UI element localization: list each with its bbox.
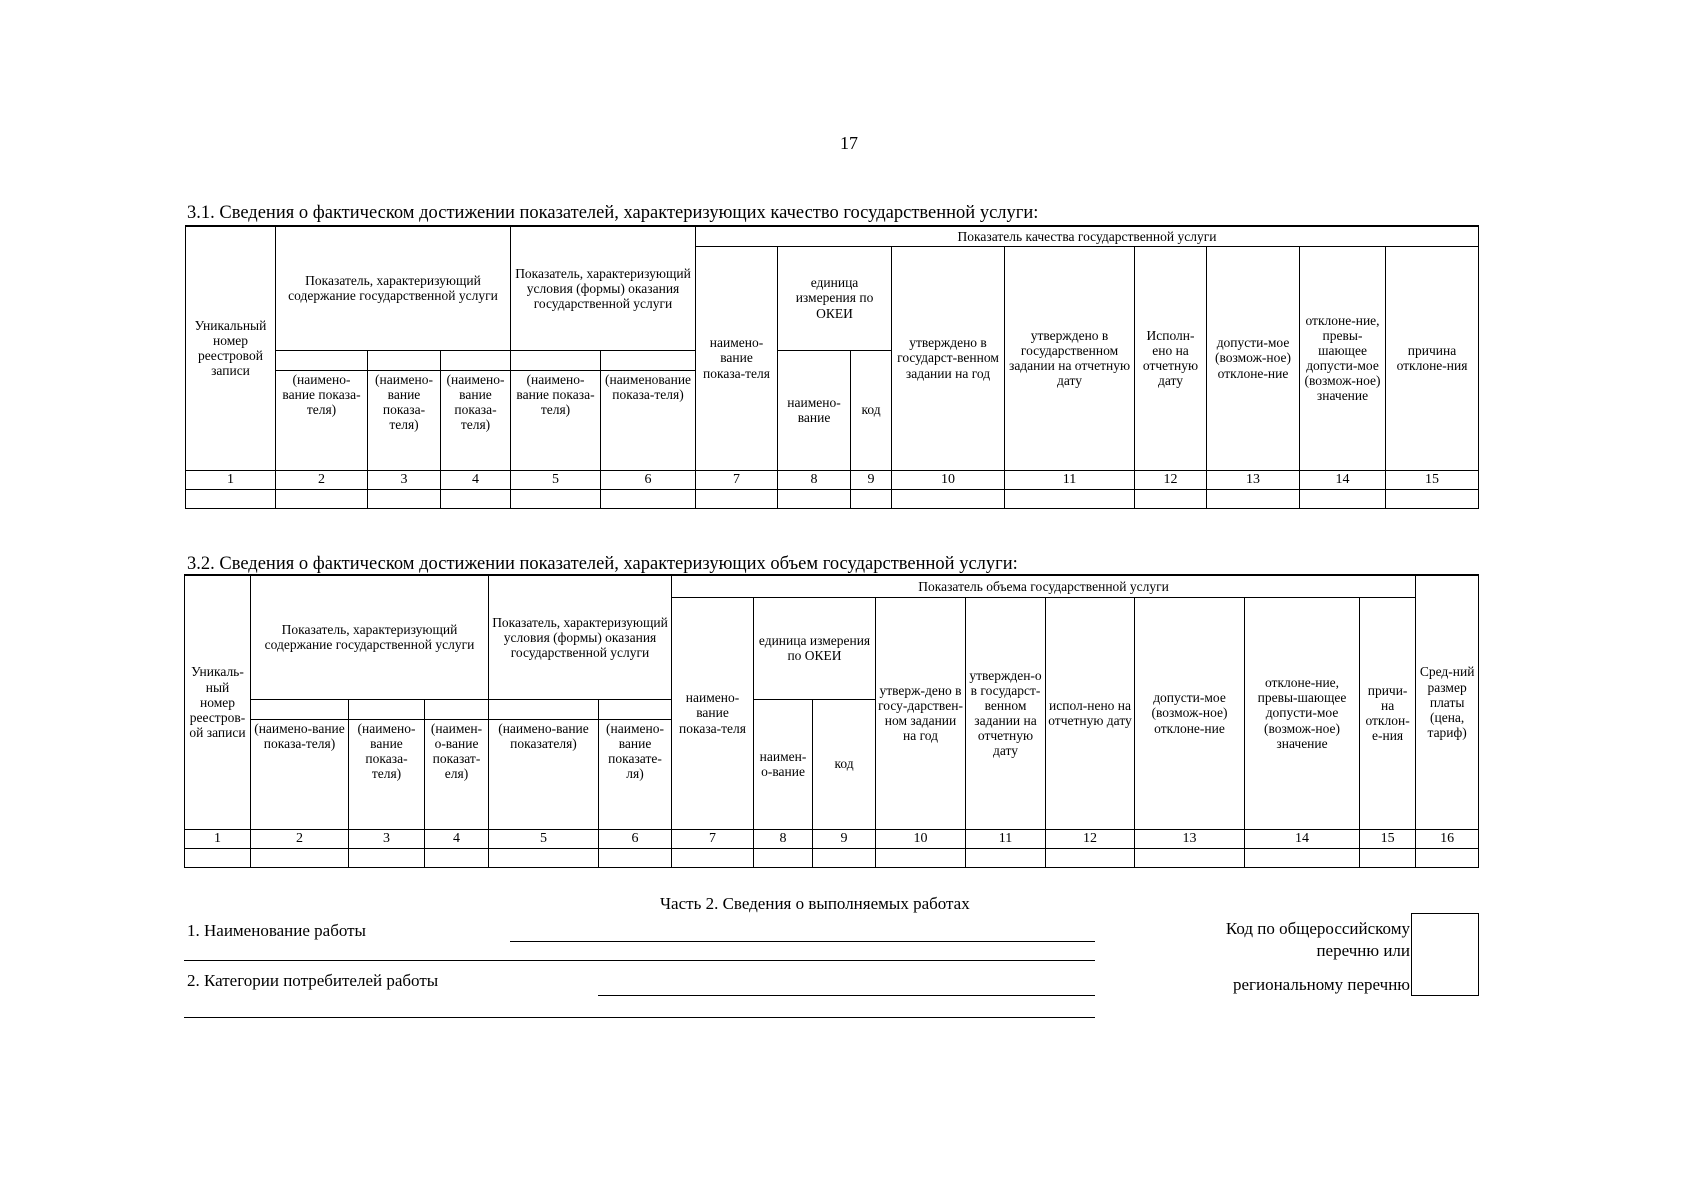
header-unit-name: наимено-вание	[778, 350, 851, 470]
column-number: 13	[1135, 829, 1245, 848]
work-name-continuation-line	[184, 960, 1095, 961]
quality-indicators-table	[185, 225, 1479, 509]
column-number: 8	[778, 470, 851, 489]
column-number: 6	[601, 470, 696, 489]
header-conditions-indicator: Показатель, характеризующий условия (формы) оказания государственной услуги	[489, 575, 672, 699]
column-number: 4	[425, 829, 489, 848]
header-quality-indicator: Показатель качества государственной услуги	[696, 226, 1479, 246]
registry-code-label	[1150, 918, 1410, 996]
column-number: 3	[368, 470, 441, 489]
column-number: 4	[441, 470, 511, 489]
registry-code-label-line-1: Код по общероссийскому	[1225, 919, 1410, 938]
work-name-label: 1. Наименование работы	[187, 921, 366, 940]
volume-indicators-table	[184, 574, 1479, 868]
header-average-fee: Сред-ний размер платы (цена, тариф)	[1416, 575, 1479, 829]
column-number: 10	[876, 829, 966, 848]
header-sub-5: (наимено-вание показа-теля)	[511, 370, 601, 470]
column-number: 1	[185, 829, 251, 848]
header-approved-date: утверждено в государственном задании на отчетную дату	[1005, 246, 1135, 470]
column-number: 9	[851, 470, 892, 489]
section-3-2-title: 3.2. Сведения о фактическом достижении показателей, характеризующих объем государственной услуги:	[187, 554, 1018, 574]
part-2-title: Часть 2. Сведения о выполняемых работах	[660, 894, 970, 913]
header-exceeding-deviation: отклоне-ние, превы-шающее допусти-мое (возмож-ное) значение	[1300, 246, 1386, 470]
column-number: 7	[672, 829, 754, 848]
header-indicator-name: наимено-вание показа-теля	[696, 246, 778, 470]
column-number: 15	[1386, 470, 1479, 489]
column-numbers-row	[186, 470, 1479, 489]
column-number: 1	[186, 470, 276, 489]
column-number: 12	[1135, 470, 1207, 489]
empty-data-row	[185, 848, 1479, 867]
column-numbers-row	[185, 829, 1479, 848]
header-volume-indicator: Показатель объема государственной услуги	[672, 575, 1416, 597]
registry-code-label-line-2: перечню или	[1316, 941, 1410, 960]
header-indicator-name: наимено-вание показа-теля	[672, 597, 754, 829]
work-name-line	[510, 941, 1095, 942]
consumers-line	[598, 995, 1095, 996]
header-sub-3: (наимено-вание показа-теля)	[349, 719, 425, 829]
header-exceeding-deviation: отклоне-ние, превы-шающее допусти-мое (возмож-ное) значение	[1245, 597, 1360, 829]
header-approved-date: утвержден-о в государст-венном задании на отчетную дату	[966, 597, 1046, 829]
header-deviation-reason: причи-на отклон-е-ния	[1360, 597, 1416, 829]
header-unit-code: код	[813, 699, 876, 829]
header-allowed-deviation: допусти-мое (возмож-ное) отклоне-ние	[1135, 597, 1245, 829]
consumers-label: 2. Категории потребителей работы	[187, 971, 439, 990]
header-unique-number: Уникальный номер реестровой записи	[186, 226, 276, 470]
header-sub-4: (наимено-вание показа-теля)	[441, 370, 511, 470]
header-content-indicator: Показатель, характеризующий содержание государственной услуги	[251, 575, 489, 699]
header-content-indicator: Показатель, характеризующий содержание государственной услуги	[276, 226, 511, 350]
header-approved-year: утверждено в государст-венном задании на год	[892, 246, 1005, 470]
header-conditions-indicator: Показатель, характеризующий условия (формы) оказания государственной услуги	[511, 226, 696, 350]
page-number: 17	[840, 133, 858, 153]
header-unique-number: Уникаль-ный номер реестров-ой записи	[185, 575, 251, 829]
header-unit-name: наимен-о-вание	[754, 699, 813, 829]
header-sub-2: (наимено-вание показа-теля)	[276, 370, 368, 470]
header-sub-4: (наимен-о-вание показат-еля)	[425, 719, 489, 829]
header-sub-6: (наименование показа-теля)	[601, 370, 696, 470]
column-number: 2	[276, 470, 368, 489]
column-number: 9	[813, 829, 876, 848]
header-sub-6: (наимено-вание показате-ля)	[599, 719, 672, 829]
header-executed: Исполн-ено на отчетную дату	[1135, 246, 1207, 470]
column-number: 7	[696, 470, 778, 489]
registry-code-field[interactable]	[1411, 913, 1479, 996]
registry-code-label-line-3: региональному перечню	[1232, 975, 1410, 994]
header-unit-code: код	[851, 350, 892, 470]
header-deviation-reason: причина отклоне-ния	[1386, 246, 1479, 470]
column-number: 14	[1245, 829, 1360, 848]
column-number: 5	[489, 829, 599, 848]
column-number: 11	[1005, 470, 1135, 489]
column-number: 8	[754, 829, 813, 848]
consumers-continuation-line	[184, 1017, 1095, 1018]
column-number: 11	[966, 829, 1046, 848]
column-number: 15	[1360, 829, 1416, 848]
section-3-1-title: 3.1. Сведения о фактическом достижении показателей, характеризующих качество государственной услуги:	[187, 203, 1039, 223]
column-number: 6	[599, 829, 672, 848]
column-number: 10	[892, 470, 1005, 489]
header-sub-2: (наимено-вание показа-теля)	[251, 719, 349, 829]
empty-data-row	[186, 489, 1479, 508]
column-number: 14	[1300, 470, 1386, 489]
column-number: 2	[251, 829, 349, 848]
header-sub-3: (наимено-вание показа-теля)	[368, 370, 441, 470]
header-approved-year: утверж-дено в госу-дарствен-ном задании на год	[876, 597, 966, 829]
header-sub-5: (наимено-вание показателя)	[489, 719, 599, 829]
column-number: 5	[511, 470, 601, 489]
header-unit: единица измерения по ОКЕИ	[778, 246, 892, 350]
header-executed: испол-нено на отчетную дату	[1046, 597, 1135, 829]
header-allowed-deviation: допусти-мое (возмож-ное) отклоне-ние	[1207, 246, 1300, 470]
column-number: 13	[1207, 470, 1300, 489]
column-number: 16	[1416, 829, 1479, 848]
column-number: 12	[1046, 829, 1135, 848]
header-unit: единица измерения по ОКЕИ	[754, 597, 876, 699]
column-number: 3	[349, 829, 425, 848]
